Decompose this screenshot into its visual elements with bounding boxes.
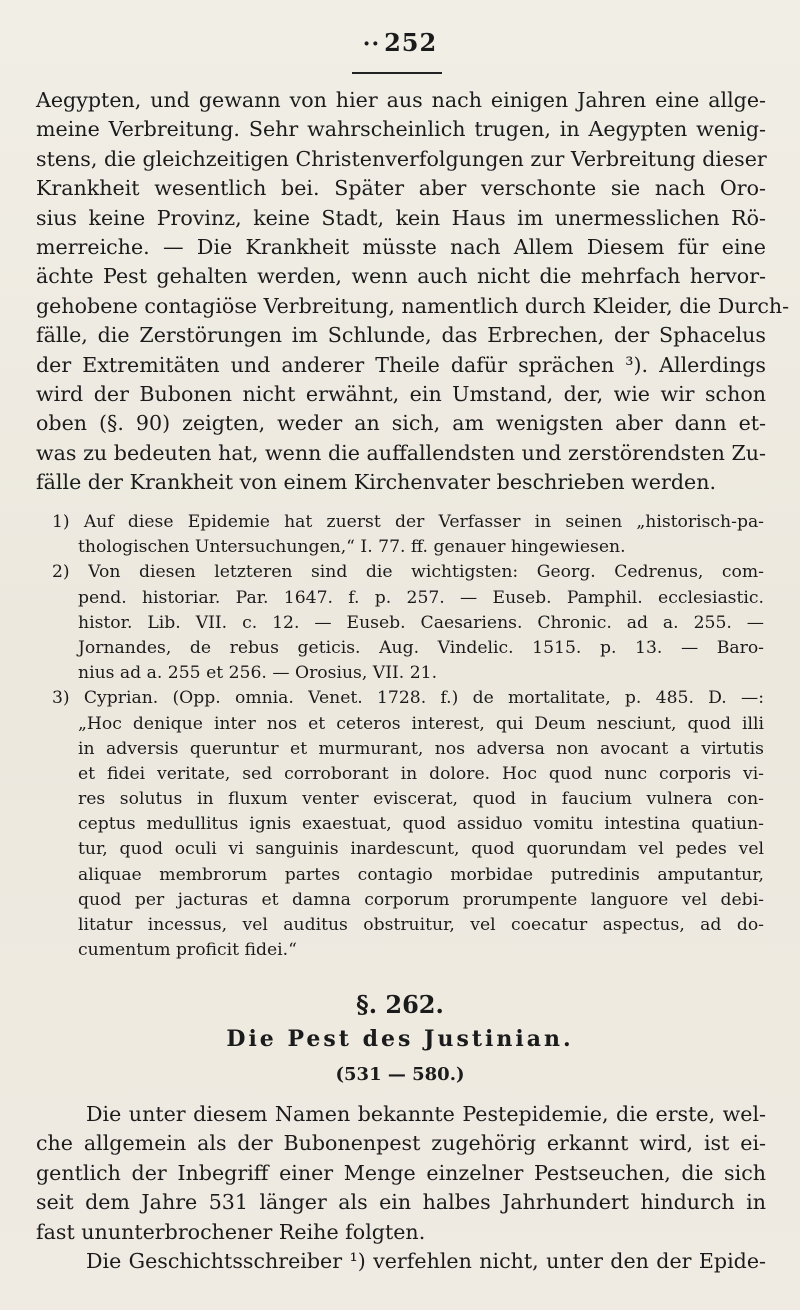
text-line: fälle, die Zerstörungen im Schlunde, das Erbrechen, der Sphacelus — [36, 323, 766, 348]
text-line: wird der Bubonen nicht erwähnt, ein Umstand, der, wie wir schon — [36, 381, 766, 406]
page-number — [0, 28, 800, 57]
text-line: gehobene contagiöse Verbreitung, namentlich durch Kleider, die Durch- — [36, 293, 790, 318]
footnote-line: cumentum proficit fidei.“ — [78, 940, 297, 961]
text-line: oben (§. 90) zeigten, weder an sich, am wenigsten aber dann et- — [36, 411, 766, 436]
footnote-line: res solutus in fluxum venter eviscerat, quod in faucium vulnera con- — [78, 789, 764, 810]
footnote-line: 2) Von diesen letzteren sind die wichtigsten: Georg. Cedrenus, com- — [52, 562, 764, 583]
text-line: merreiche. — Die Krankheit müsste nach Allem Diesem für eine — [36, 234, 766, 259]
footnote-line: thologischen Untersuchungen,“ I. 77. ff. genauer hingewiesen. — [78, 537, 626, 558]
footnote-line: „Hoc denique inter nos et ceteros interest, qui Deum nesciunt, quod illi — [78, 713, 764, 734]
text-line: Die unter diesem Namen bekannte Pestepidemie, die erste, wel- — [86, 1102, 766, 1126]
footnotes — [52, 510, 764, 963]
footnote-line: 3) Cyprian. (Opp. omnia. Venet. 1728. f.) de mortalitate, p. 485. D. —: — [52, 688, 764, 709]
section-title: Die Pest des Justinian. — [226, 1026, 574, 1052]
section-paragraph — [36, 1100, 766, 1276]
text-line: was zu bedeuten hat, wenn die auffallendsten und zerstörendsten Zu- — [36, 440, 766, 465]
text-line: che allgemein als der Bubonenpest zugehörig erkannt wird, ist ei- — [36, 1131, 766, 1156]
text-line: seit dem Jahre 531 länger als ein halbes Jahrhundert hindurch in — [36, 1190, 766, 1215]
footnote-line: quod per jacturas et damna corporum prorumpente languore vel debi- — [78, 889, 764, 910]
text-line: fälle der Krankheit von einem Kirchenvater beschrieben werden. — [36, 470, 717, 495]
text-line: der Extremitäten und anderer Theile dafür sprächen ³). Allerdings — [36, 352, 766, 377]
text-line: Die Geschichtsschreiber ¹) verfehlen nicht, unter den der Epide- — [86, 1248, 766, 1273]
text-line: Krankheit wesentlich bei. Später aber verschonte sie nach Oro- — [36, 176, 766, 201]
footnote-line: ceptus medullitus ignis exaestuat, quod assiduo vomitu intestina quatiun- — [78, 814, 764, 835]
text-line: fast ununterbrochener Reihe folgten. — [36, 1219, 426, 1244]
footnote-line: in adversis queruntur et murmurant, nos adversa non avocant a virtutis — [78, 738, 764, 759]
page-number-value: 252 — [384, 28, 438, 57]
page-number-prefix: ·· — [362, 31, 381, 57]
header-rule — [352, 72, 442, 74]
footnote-line: pend. historiar. Par. 1647. f. p. 257. — Euseb. Pamphil. ecclesiastic. — [78, 587, 764, 608]
footnote-line: Jornandes, de rebus geticis. Aug. Vindelic. 1515. p. 13. — Baro- — [78, 637, 764, 658]
footnote-line: histor. Lib. VII. c. 12. — Euseb. Caesariens. Chronic. ad a. 255. — — [78, 612, 764, 633]
footnote-line: litatur incessus, vel auditus obstruitur, vel coecatur aspectus, ad do- — [78, 915, 764, 935]
main-paragraph — [36, 86, 790, 497]
text-line: Aegypten, und gewann von hier aus nach einigen Jahren eine allge- — [36, 88, 766, 112]
section-dates: (531 — 580.) — [335, 1064, 465, 1085]
section-number: §. 262. — [356, 990, 444, 1019]
footnote-line: 1) Auf diese Epidemie hat zuerst der Verfasser in seinen „historisch-pa- — [52, 512, 764, 532]
footnote-line: nius ad a. 255 et 256. — Orosius, VII. 21. — [78, 663, 438, 684]
footnote-line: tur, quod oculi vi sanguinis inardescunt, quod quorundam vel pedes vel — [78, 839, 764, 860]
text-line: meine Verbreitung. Sehr wahrscheinlich trugen, in Aegypten wenig- — [36, 117, 766, 142]
footnote-line: et fidei veritate, sed corroborant in dolore. Hoc quod nunc corporis vi- — [78, 763, 764, 784]
text-line: ächte Pest gehalten werden, wenn auch nicht die mehrfach hervor- — [36, 264, 766, 289]
text-line: sius keine Provinz, keine Stadt, kein Haus im unermesslichen Rö- — [36, 205, 766, 230]
text-line: gentlich der Inbegriff einer Menge einzelner Pestseuchen, die sich — [36, 1160, 766, 1185]
text-line: stens, die gleichzeitigen Christenverfolgungen zur Verbreitung dieser — [36, 146, 767, 171]
footnote-line: aliquae membrorum partes contagio morbidae putredinis amputantur, — [78, 864, 764, 885]
